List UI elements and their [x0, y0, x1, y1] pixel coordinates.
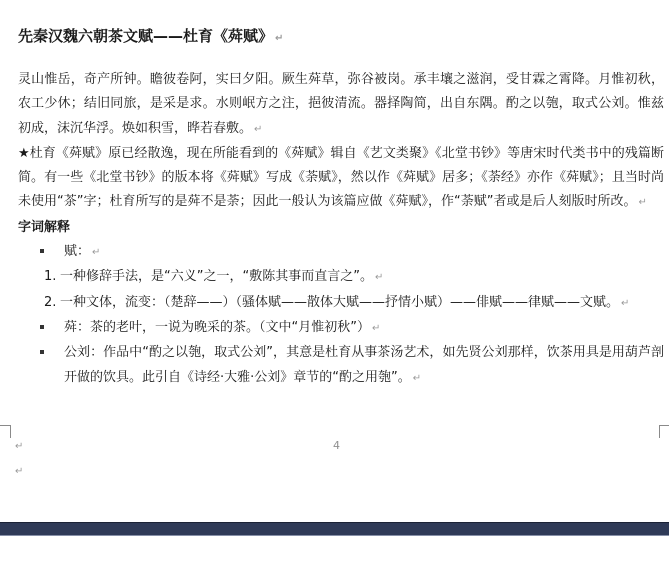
title-text: 先秦汉魏六朝茶文赋——杜育《荈赋》	[18, 27, 274, 45]
paragraph-mark-icon: ↵	[92, 247, 101, 259]
item-number: 1.	[44, 269, 57, 285]
paragraph-mark-icon: ↵	[15, 466, 24, 477]
numbered-item	[18, 265, 664, 290]
bullet-icon	[40, 249, 44, 253]
next-page-area[interactable]	[0, 536, 669, 566]
paragraph-text: ★杜育《荈赋》原已经散逸，现在所能看到的《荈赋》辑自《艺文类聚》《北堂书钞》等唐宋时代类书中的残篇断简。有一些《北堂书钞》的版本将《荈赋》写成《荼赋》，然以作《荈赋》居多；《荼经》亦作《荈赋》；且当时尚未使用“茶”字；杜育所写的是荈不是荼；因此一般认为该篇应做《荈赋》，作“荼赋”者或是后人刻版时所改。	[18, 145, 664, 210]
page-margin-corner-left	[0, 425, 11, 438]
glossary-term: 赋：	[64, 244, 91, 260]
body-paragraph	[18, 68, 664, 142]
page-number: 4	[333, 439, 340, 452]
glossary-heading	[18, 216, 664, 240]
item-text: 一种文体，流变：（楚辞——）（骚体赋——散体大赋——抒情小赋）——俳赋——律赋——文赋。	[60, 294, 620, 310]
glossary-item-gongliu	[18, 341, 664, 391]
page-margin-corner-right	[659, 425, 669, 438]
paragraph-mark-icon: ↵	[15, 441, 24, 452]
page-break-band	[0, 522, 669, 536]
glossary-heading-text: 字词解释	[18, 219, 71, 235]
item-text: 一种修辞手法，是“六义”之一，“敷陈其事而直言之”。	[60, 269, 373, 285]
document-body[interactable]	[18, 26, 664, 391]
bullet-icon	[40, 350, 44, 354]
paragraph-mark-icon: ↵	[374, 272, 384, 284]
glossary-item-fu	[18, 240, 664, 265]
numbered-item	[18, 291, 664, 316]
item-number: 2.	[44, 294, 57, 310]
paragraph-mark-icon: ↵	[371, 322, 381, 334]
paragraph-mark-icon: ↵	[638, 197, 647, 209]
paragraph-mark-icon: ↵	[412, 372, 422, 384]
body-paragraph	[18, 142, 664, 216]
bullet-icon	[40, 325, 44, 329]
glossary-text: 公刘：作品中“酌之以匏，取式公刘”，其意是杜育从事茶汤艺术，如先贤公刘那样，饮茶用具是用葫芦剖开做的饮具。此引自《诗经·大雅·公刘》章节的“酌之用匏”。	[64, 345, 664, 385]
paragraph-mark-icon: ↵	[254, 123, 263, 135]
paragraph-mark-icon: ↵	[275, 33, 284, 44]
paragraph-mark-icon: ↵	[621, 297, 630, 309]
paragraph-text: 灵山惟岳，奇产所钟。瞻彼卷阿，实曰夕阳。厥生荈草，弥谷被岗。承丰壤之滋润，受甘霖之霄降。月惟初秋，农工少休；结旧同旅，是采是求。水则岷方之注，挹彼清流。器择陶简，出自东隅。酌之以匏，取式公刘。惟兹初成，沫沉华浮。焕如积雪，晔若春敷。	[18, 72, 664, 136]
glossary-item-chuan	[18, 316, 664, 341]
document-title	[18, 26, 664, 49]
glossary-text: 荈：茶的老叶，一说为晚采的茶。（文中“月惟初秋”）	[64, 319, 370, 335]
